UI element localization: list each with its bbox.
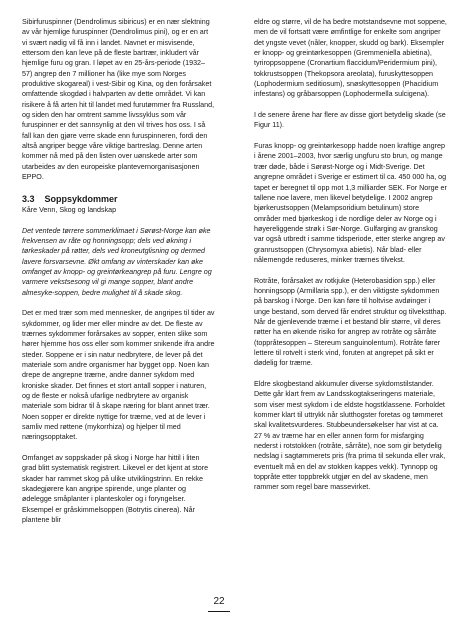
author-byline: Kåre Venn, Skog og landskap	[22, 205, 117, 214]
section-title: Soppsykdommer	[44, 193, 118, 204]
left-column	[22, 17, 215, 526]
section-heading	[22, 193, 215, 205]
paragraph-root-rot: Rotråte, forårsaket av rotkjuke (Heterobasidion spp.) eller honningsopp (Armillaria spp.), er den viktigste sykdommen på barskog i Norge. Den kan føre til holtvise avdøinger i unge bestand, som derved får endret struktur og tilvekstthap. Når de gjenlevende trærne i et bestand blir større, vil deres røtter ha en økende risiko for angrep av rotråte og sårråte (toppråtesoppen – Stereum sanguinolentum). Rotråte fører lettere til rotvelt i sterk vind, foruten at angrepet på sikt er dødelig for trærne.	[254, 276, 447, 368]
paragraph-older-plants: eldre og større, vil de ha bedre motstandsevne mot soppene, men de vil fortsatt være ømfintlige for enkelte som angriper det yngste vevet (nåler, knopper, skudd og bark). Eksempler er knopp- og greintørkesoppen (Gremmeniella abietina), tyriroppsoppene (Cronartium flaccidum/Peridermium pini), tokkrustsoppen (Thekopsora areolata), furuskyttesoppen (Lophodermium seditiosum), snøskyttesoppen (Phacidium infestans) og gråbarsoppen (Lophodermella sulcigena).	[254, 18, 447, 99]
paragraph-trees-and-diseases: Det er med trær som med mennesker, de angripes til tider av sykdommer, og lider mer eller mindre av det. De fleste av trærnes sykdommer forårsakes av sopper, enten slike som hører hjemme hos oss eller som kommer snikende ifra andre steder. Soppene er i sin natur nedbrytere, de lever på det materiale som andre organismer har bygget opp. Noen kan drepe de angrepne trærne, andre danner sykdom med kroniske skader. Det finnes et stort antall sopper i naturen, og de fleste er nokså ufarlige nedbrytere av organisk materiale som bidrar til å skape næring for blant annet trær. Noen sopper er direkte nyttige for trærne, ved at de lever i samliv med røttene (mykorrhiza) og hjelper til med næringsopptaket.	[22, 309, 215, 442]
paragraph-shoot-blight: Furas knopp- og greintørkesopp hadde noen kraftige angrep i årene 2001–2003, hvor særlig ungfuru sto brun, og mange trær døde, både i Sørøst-Norge og i Midt-Sverige. Det angrepne området i Sverige er estimert til ca. 450 000 ha, og tapet er beregnet til opp mot 1,3 milliarder SEK. For Norge er tallene noe lavere, men likevel betydelige. I 2002 angrep bjørkerustsoppen (Melampsoridium betulinum) store områder med bjørkeskog i de nordlige deler av Norge og i høyereliggende strøk i Sør-Norge. Gulfarging av granskog var også utbredt i samme tidsperiode, etter sterke angrep av granrustsoppen (Chrysomyxa abietis). Når blad- eller nålemengde reduseres, minker trærnes tilvekst.	[254, 142, 447, 264]
page-number: 22	[213, 596, 225, 607]
paragraph-sibirfuruspinner: Sibirfuruspinner (Dendrolimus sibiricus) er en nær slektning av vår hjemlige furuspinner (Dendrolimus pini), og er en art vi svært nødig vil få inn i landet. Navnet er misvisende, ettersom den kan leve på de fleste bartrær, inkludert vår hjemlige furu og gran. I løpet av en 25-års-periode (1932–57) angrep den 7 millioner ha (like mye som Norges produktive skogareal) i vest-Sibir og Kina, og den forårsaket omfattende skogdød i halvparten av dette området. Vi kan risikere å få arten hit til landet med furutømmer fra Russland, og siden den har omtrent samme livssyklus som vår furuspinner er det sannsynlig at den vil trives hos oss. I så fall kan den gjøre verre skade enn furuspinneren, fordi den altså angriper begge våre viktige bartreslag. Denne arten kommer nå med på den listen over uønskede arter som utarbeides av den europeiske plantevernorganisasjonen EPPO.	[22, 18, 215, 182]
paragraph-older-stands: Eldre skogbestand akkumuler diverse sykdomstilstander. Dette går klart frem av Landsskogtakseringens materiale, som viser mest sykdom i de eldste hogstklassene. Forholdet kommer klart til uttrykk når slutthogster foretas og tømmeret skal kvalitetsvurderes. Stubbeundersøkelser har vist at ca. 27 % av trærne har en eller annen form for misfarging nederst i rotstokken (rotråte, sårråte), noe som gir betydelig nedslag i sagtømmerets pris (fra prima til sekunda eller vrak, eventuelt må en del av stokken kappes vekk). Tynnopp og toppråte etter toppbrekk utgjør en del av skadene, men rammer som regel bare massevirket.	[254, 380, 446, 492]
section-lead: Det ventede tørrere sommerklimaet i Sørøst-Norge kan øke frekvensen av råte og honningsopp; dels ved økning i tørkeskader på røtter, dels ved kroneutglisning og dermed lavere forsvarsevne. Økt omfang av vinterskader kan øke omfanget av knopp- og greintørkeangrep på furu. Lengre og varmere vekstsesong vil gi mange sopper, blant andre almesyke-soppen, bedre mulighet til å skade skog.	[22, 226, 212, 297]
right-column	[254, 17, 447, 493]
paragraph-recent-damage: I de senere årene har flere av disse gjort betydelig skade (se Figur 11).	[254, 111, 446, 130]
page-number-rule	[208, 611, 230, 612]
section-number: 3.3	[22, 193, 35, 204]
paragraph-fungal-damage-extent: Omfanget av soppskader på skog i Norge har hittil i liten grad blitt systematisk registrert. Likevel er det kjent at store skader har rammet skog på ulike utviklingstrinn. En rekke skadegjørere kan angripe spirende, unge planter og ødelegge småplanter i planteskoler og i foryngelser. Eksempel er gråskimmelsoppen (Botrytis cinerea). Når plantene blir	[22, 454, 209, 525]
